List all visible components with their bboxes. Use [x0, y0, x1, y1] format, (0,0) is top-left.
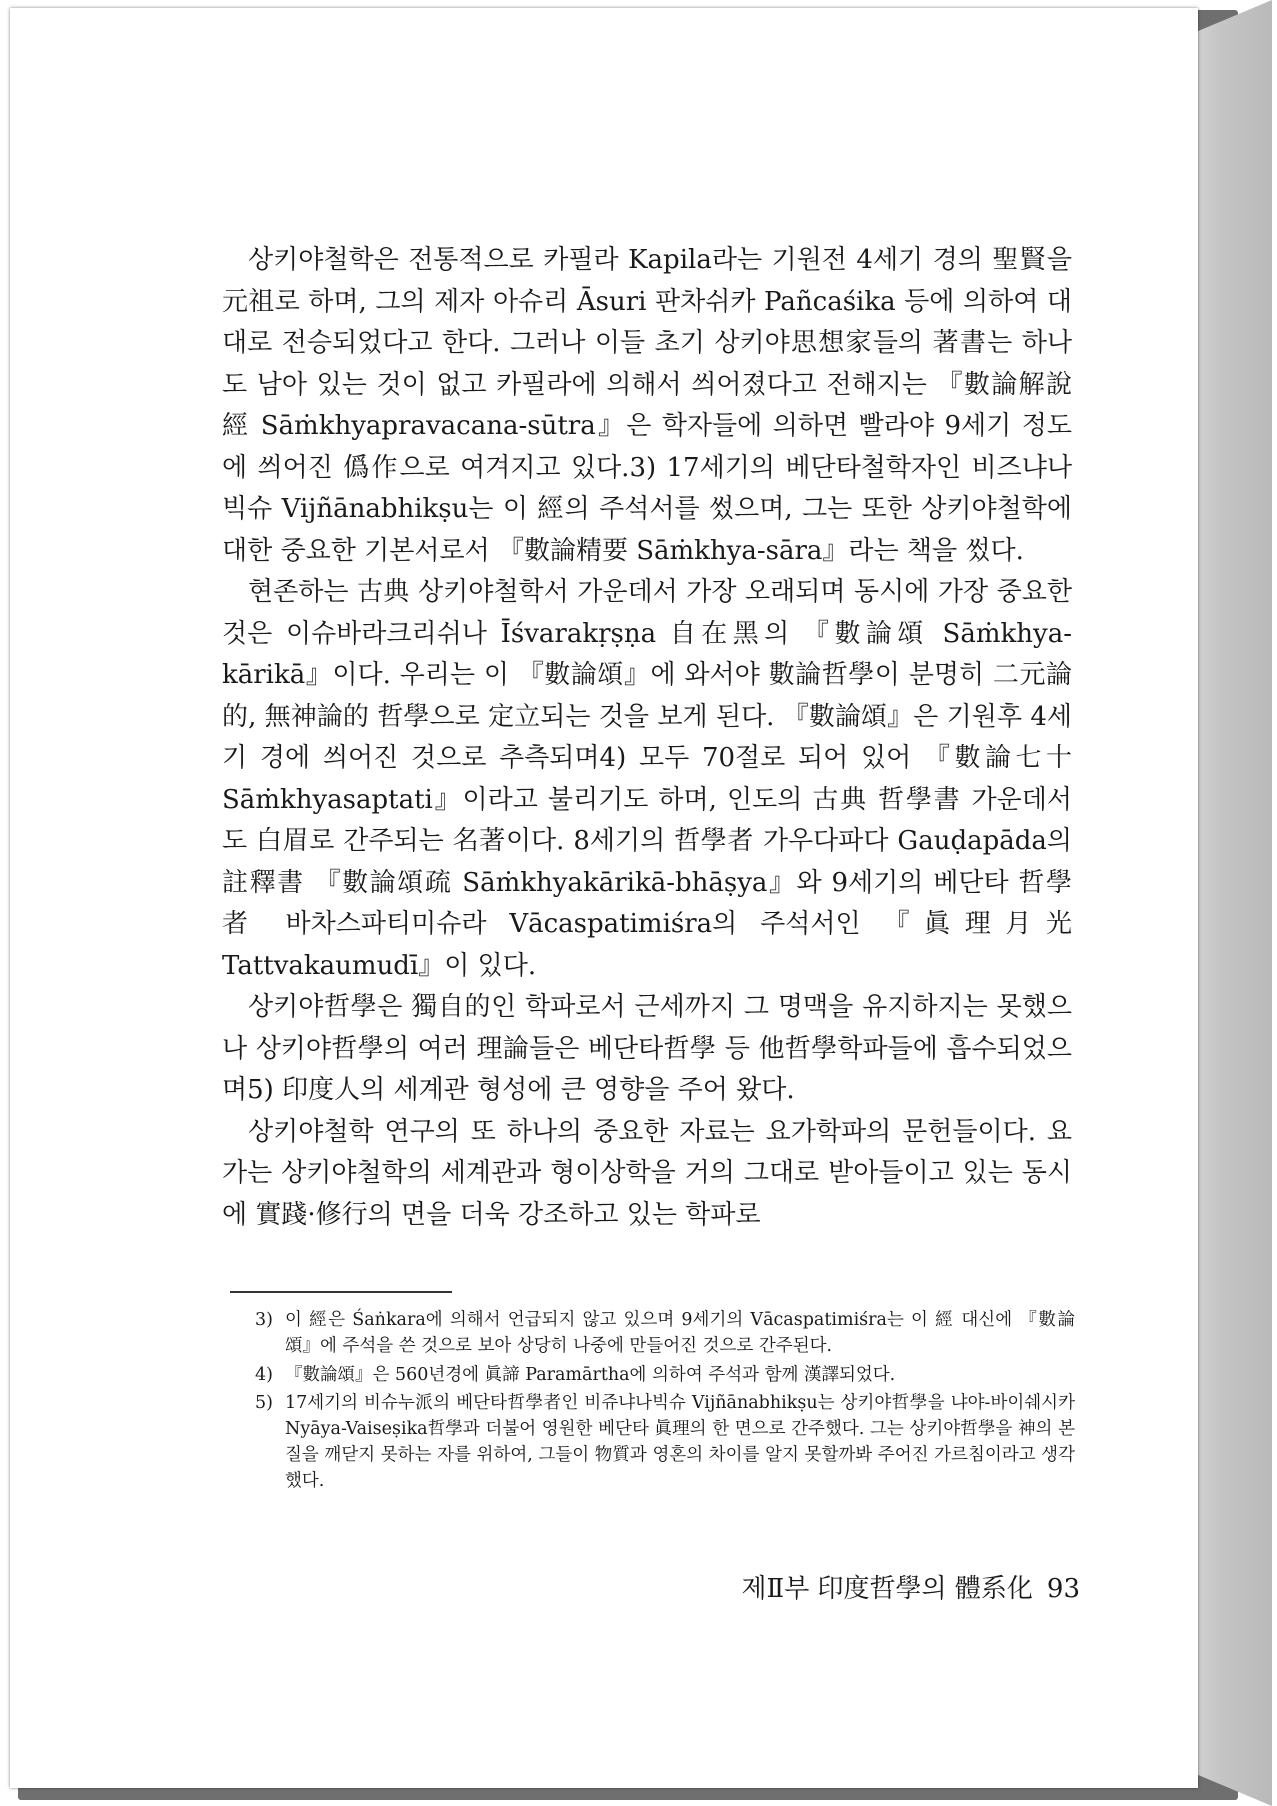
- running-footer: [700, 1568, 1080, 1605]
- paragraph: 상키야철학은 전통적으로 카필라 Kapila라는 기원전 4세기 경의 聖賢을 元祖로 하며, 그의 제자 아슈리 Āsuri 판차쉬카 Pañcaśika 등에 의하여 대대로 전승되었다고 한다. 그러나 이들 초기 상키야思想家들의 著書는 하나도 남아 있는 것이 없고 카필라에 의해서 씌어졌다고 전해지는 『數論解說經 Sāṁkhyapravacana-sūtra』은 학자들에 의하면 빨라야 9세기 정도에 씌어진 僞作으로 여겨지고 있다.3) 17세기의 베단타철학자인 비즈냐나빅슈 Vijñānabhikṣu는 이 經의 주석서를 썼으며, 그는 또한 상키야철학에 대한 중요한 기본서로서 『數論精要 Sāṁkhya-sāra』라는 책을 썼다.: [222, 245, 1072, 566]
- footnote: [255, 1363, 1075, 1389]
- footnote: [255, 1308, 1075, 1360]
- footnote-number: 4): [255, 1364, 273, 1385]
- page-number: 93: [1046, 1574, 1080, 1604]
- paragraph: 상키야哲學은 獨自的인 학파로서 근세까지 그 명맥을 유지하지는 못했으나 상키야哲學의 여러 理論들은 베단타哲學 등 他哲學학파들에 흡수되었으며5) 印度人의 세계관 형성에 큰 영향을 주어 왔다.: [222, 992, 1072, 1105]
- paragraph: 현존하는 古典 상키야철학서 가운데서 가장 오래되며 동시에 가장 중요한 것은 이슈바라크리쉬나 Īśvarakṛṣṇa 自在黑의 『數論頌 Sāṁkhya-kārikā』이다. 우리는 이 『數論頌』에 와서야 數論哲學이 분명히 二元論的, 無神論的 哲學으로 定立되는 것을 보게 된다. 『數論頌』은 기원후 4세기 경에 씌어진 것으로 추측되며4) 모두 70절로 되어 있어 『數論七十 Sāṁkhyasaptati』이라고 불리기도 하며, 인도의 古典 哲學書 가운데서도 白眉로 간주되는 名著이다. 8세기의 哲學者 가우다파다 Gauḍapāda의 註釋書 『數論頌疏 Sāṁkhyakārikā-bhāṣya』와 9세기의 베단타 哲學者 바차스파티미슈라 Vācaspatimiśra의 주석서인 『眞理月光 Tattvakaumudī』이 있다.: [222, 577, 1072, 981]
- book-page: [10, 8, 1198, 1788]
- footnote-divider: [230, 1291, 452, 1293]
- footnote-number: 3): [255, 1310, 273, 1330]
- footnote: [255, 1391, 1075, 1494]
- footnote-text: 『數論頌』은 560년경에 眞諦 Paramārtha에 의하여 주석과 함께 漢譯되었다.: [285, 1364, 896, 1385]
- footnotes: [255, 1308, 1075, 1498]
- footnote-text: 이 經은 Śaṅkara에 의해서 언급되지 않고 있으며 9세기의 Vācaspatimiśra는 이 經 대신에 『數論頌』에 주석을 쓴 것으로 보아 상당히 나중에 만들어진 것으로 간주된다.: [285, 1310, 1075, 1356]
- footnote-number: 5): [255, 1393, 273, 1414]
- footnote-text: 17세기의 비슈누派의 베단타哲學者인 비쥬냐나빅슈 Vijñānabhikṣu는 상키야哲學을 냐야-바이쉐시카 Nyāya-Vaiseṣika哲學과 더불어 영원한 베단타 眞理의 한 면으로 간주했다. 그는 상키야哲學을 神의 본질을 깨닫지 못하는 자를 위하여, 그들이 物質과 영혼의 차이를 알지 못할까봐 주어진 가르침이라고 생각했다.: [285, 1393, 1075, 1491]
- body-text: [222, 240, 1072, 1236]
- book-edge: [1186, 0, 1272, 1806]
- paragraph: 상키야철학 연구의 또 하나의 중요한 자료는 요가학파의 문헌들이다. 요가는 상키야철학의 세계관과 형이상학을 거의 그대로 받아들이고 있는 동시에 實踐·修行의 면을 더욱 강조하고 있는 학파로: [222, 1116, 1072, 1230]
- section-title: 제Ⅱ부 印度哲學의 體系化: [741, 1574, 1033, 1604]
